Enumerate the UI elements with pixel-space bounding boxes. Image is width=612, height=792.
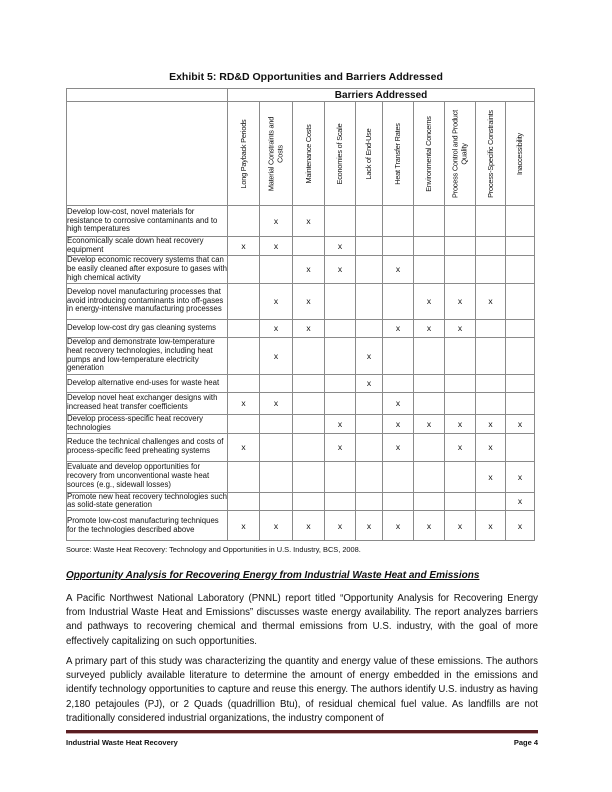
empty-cell — [476, 237, 506, 256]
barrier-mark-cell: x — [325, 255, 356, 283]
barrier-mark-cell: x — [383, 255, 414, 283]
barrier-mark-cell: x — [476, 511, 506, 541]
barrier-mark-cell: x — [228, 237, 260, 256]
table-row — [67, 392, 535, 414]
column-header — [476, 102, 506, 206]
column-header — [383, 102, 414, 206]
opportunity-label: Develop alternative end-uses for waste heat — [67, 374, 228, 392]
table-row — [67, 414, 535, 433]
empty-cell — [228, 206, 260, 237]
barrier-mark-cell: x — [445, 283, 476, 319]
empty-cell — [228, 319, 260, 337]
barrier-mark-cell: x — [293, 319, 325, 337]
empty-cell — [325, 337, 356, 374]
table-row — [67, 374, 535, 392]
barriers-matrix-table — [66, 88, 535, 541]
empty-cell — [383, 492, 414, 511]
empty-cell — [293, 337, 325, 374]
barrier-mark-cell: x — [260, 337, 293, 374]
table-row — [67, 511, 535, 541]
barrier-mark-cell: x — [383, 511, 414, 541]
empty-cell — [325, 461, 356, 492]
empty-cell — [506, 283, 535, 319]
barrier-mark-cell: x — [445, 414, 476, 433]
empty-cell — [476, 374, 506, 392]
column-header-label: Process Control and Product Quality — [450, 109, 468, 198]
empty-cell — [356, 237, 383, 256]
empty-cell — [228, 374, 260, 392]
barrier-mark-cell: x — [356, 337, 383, 374]
opportunity-label: Develop novel heat exchanger designs with increased heat transfer coefficients — [67, 392, 228, 414]
barriers-group-header: Barriers Addressed — [228, 89, 535, 102]
empty-cell — [445, 374, 476, 392]
empty-cell — [293, 433, 325, 461]
column-header — [325, 102, 356, 206]
header-blank-cell — [67, 89, 228, 102]
empty-cell — [445, 492, 476, 511]
empty-cell — [506, 433, 535, 461]
empty-cell — [414, 337, 445, 374]
opportunity-label: Reduce the technical challenges and costs of process-specific feed preheating systems — [67, 433, 228, 461]
table-row — [67, 433, 535, 461]
opportunity-label: Develop process-specific heat recovery technologies — [67, 414, 228, 433]
empty-cell — [506, 337, 535, 374]
empty-cell — [383, 461, 414, 492]
opportunity-label: Develop novel manufacturing processes that avoid introducing contaminants into off-gases in energy-intensive manufacturing processes — [67, 283, 228, 319]
empty-cell — [445, 237, 476, 256]
opportunity-label: Develop and demonstrate low-temperature heat recovery technologies, including heat pumps and low-temperature electricity generation — [67, 337, 228, 374]
barrier-mark-cell: x — [293, 511, 325, 541]
empty-cell — [476, 206, 506, 237]
empty-cell — [228, 461, 260, 492]
column-header — [445, 102, 476, 206]
column-header-label: Economies of Scale — [334, 123, 344, 184]
column-header — [356, 102, 383, 206]
column-header-label: Heat Transfer Rates — [392, 122, 402, 185]
empty-cell — [414, 461, 445, 492]
empty-cell — [383, 337, 414, 374]
empty-cell — [228, 283, 260, 319]
empty-cell — [293, 492, 325, 511]
empty-cell — [445, 206, 476, 237]
opportunity-label: Evaluate and develop opportunities for recovery from unconventional waste heat sources (e.g., sidewall losses) — [67, 461, 228, 492]
empty-cell — [325, 319, 356, 337]
empty-cell — [293, 414, 325, 433]
barrier-mark-cell: x — [293, 283, 325, 319]
opportunity-label: Develop low-cost dry gas cleaning systems — [67, 319, 228, 337]
column-header-row — [67, 102, 535, 206]
barrier-mark-cell: x — [293, 255, 325, 283]
empty-cell — [325, 206, 356, 237]
empty-cell — [506, 237, 535, 256]
matrix-body — [67, 206, 535, 541]
empty-cell — [293, 237, 325, 256]
empty-cell — [506, 319, 535, 337]
empty-cell — [414, 392, 445, 414]
empty-cell — [506, 374, 535, 392]
empty-cell — [260, 374, 293, 392]
column-header — [260, 102, 293, 206]
opportunity-label: Economically scale down heat recovery equipment — [67, 237, 228, 256]
empty-cell — [445, 392, 476, 414]
empty-cell — [325, 392, 356, 414]
empty-cell — [383, 374, 414, 392]
empty-cell — [476, 319, 506, 337]
barrier-mark-cell: x — [383, 433, 414, 461]
empty-cell — [228, 492, 260, 511]
footer-title: Industrial Waste Heat Recovery — [66, 738, 178, 747]
barrier-mark-cell: x — [476, 461, 506, 492]
barrier-mark-cell: x — [445, 433, 476, 461]
empty-cell — [476, 492, 506, 511]
exhibit-title: Exhibit 5: RD&D Opportunities and Barriers Addressed — [169, 71, 443, 83]
opportunity-label: Promote new heat recovery technologies such as solid-state generation — [67, 491, 227, 510]
barrier-mark-cell: x — [414, 283, 445, 319]
barrier-mark-cell: x — [260, 206, 293, 237]
empty-cell — [414, 206, 445, 237]
empty-cell — [260, 433, 293, 461]
empty-cell — [383, 206, 414, 237]
column-header — [293, 102, 325, 206]
empty-cell — [414, 433, 445, 461]
opportunity-label: Develop economic recovery systems that can be easily cleaned after exposure to gases with high chemical activity — [67, 254, 227, 282]
empty-cell — [383, 237, 414, 256]
page-number: Page 4 — [513, 738, 538, 747]
opportunity-label: Develop low-cost, novel materials for resistance to corrosive contaminants and to high temperatures — [67, 206, 228, 237]
barrier-mark-cell: x — [260, 319, 293, 337]
barrier-mark-cell: x — [476, 414, 506, 433]
barrier-mark-cell: x — [445, 511, 476, 541]
empty-cell — [356, 414, 383, 433]
column-header-label: Process-Specific Constraints — [485, 109, 495, 198]
column-header-label: Maintenance Costs — [303, 123, 313, 184]
column-header — [228, 102, 260, 206]
empty-cell — [506, 206, 535, 237]
barrier-mark-cell: x — [506, 511, 535, 541]
empty-cell — [356, 392, 383, 414]
empty-cell — [293, 392, 325, 414]
empty-cell — [445, 337, 476, 374]
column-header — [414, 102, 445, 206]
empty-cell — [325, 492, 356, 511]
empty-cell — [356, 255, 383, 283]
empty-cell — [356, 492, 383, 511]
barrier-mark-cell: x — [228, 392, 260, 414]
empty-cell — [445, 255, 476, 283]
table-row — [67, 255, 535, 283]
column-header — [506, 102, 535, 206]
paragraph: A Pacific Northwest National Laboratory (PNNL) report titled “Opportunity Analysis for Recovering Energy from Industrial Waste Heat and Emissions” discusses waste energy availability. The report analyzes barriers and pathways to recovering chemical and thermal emissions from U.S. industry, with the goal of more effectively capitalizing on such opportunities. — [66, 593, 538, 647]
empty-cell — [228, 337, 260, 374]
table-row — [67, 492, 535, 511]
barrier-mark-cell: x — [228, 433, 260, 461]
empty-cell — [260, 255, 293, 283]
barrier-mark-cell: x — [260, 392, 293, 414]
empty-cell — [293, 374, 325, 392]
table-source-note: Source: Waste Heat Recovery: Technology and Opportunities in U.S. Industry, BCS, 2008. — [66, 545, 361, 554]
empty-cell — [356, 433, 383, 461]
paragraph: A primary part of this study was characterizing the quantity and energy value of these emissions. The authors surveyed publicly available literature to determine the amount of energy embedded in the emissions and identify technology opportunities to capture and reuse this energy. The authors identify U.S. industry as having 2,180 petajoules (PJ), or 2 Quads (quadrillion Btu), of residual chemical fuel value. As landfills are not traditionally considered industrial organizations, the industry component of — [66, 656, 538, 724]
empty-cell — [356, 461, 383, 492]
barrier-mark-cell: x — [506, 414, 535, 433]
column-header-label: Material Constraints and Costs — [266, 116, 284, 191]
barrier-mark-cell: x — [414, 511, 445, 541]
barrier-mark-cell: x — [445, 319, 476, 337]
opportunity-label: Promote low-cost manufacturing techniques for the technologies described above — [67, 511, 228, 541]
barrier-mark-cell: x — [325, 433, 356, 461]
empty-cell — [506, 392, 535, 414]
column-header-label: Environmental Concerns — [423, 115, 433, 192]
section-heading: Opportunity Analysis for Recovering Energy from Industrial Waste Heat and Emissions — [66, 570, 480, 581]
barrier-mark-cell: x — [325, 237, 356, 256]
column-header-label: Long Payback Periods — [238, 118, 248, 189]
empty-cell — [325, 374, 356, 392]
empty-cell — [476, 392, 506, 414]
barrier-mark-cell: x — [260, 283, 293, 319]
empty-cell — [260, 492, 293, 511]
barrier-mark-cell: x — [260, 511, 293, 541]
empty-cell — [414, 374, 445, 392]
barrier-mark-cell: x — [506, 461, 535, 492]
barrier-mark-cell: x — [383, 414, 414, 433]
table-row — [67, 337, 535, 374]
empty-cell — [414, 492, 445, 511]
empty-cell — [383, 283, 414, 319]
table-row — [67, 319, 535, 337]
empty-cell — [325, 283, 356, 319]
barrier-mark-cell: x — [325, 414, 356, 433]
barrier-mark-cell: x — [260, 237, 293, 256]
empty-cell — [506, 255, 535, 283]
empty-cell — [228, 414, 260, 433]
barrier-mark-cell: x — [383, 392, 414, 414]
barrier-mark-cell: x — [383, 319, 414, 337]
barrier-mark-cell: x — [476, 433, 506, 461]
table-row — [67, 206, 535, 237]
empty-cell — [356, 319, 383, 337]
empty-cell — [414, 237, 445, 256]
barrier-mark-cell: x — [293, 206, 325, 237]
footer-rule-thin — [66, 733, 538, 734]
table-row — [67, 283, 535, 319]
empty-cell — [260, 414, 293, 433]
empty-cell — [260, 461, 293, 492]
table-row — [67, 237, 535, 256]
header-blank-cell — [67, 102, 228, 206]
barrier-mark-cell: x — [414, 414, 445, 433]
empty-cell — [414, 255, 445, 283]
barrier-mark-cell: x — [228, 511, 260, 541]
table-row — [67, 461, 535, 492]
column-header-label: Inaccessibility — [514, 132, 524, 175]
empty-cell — [228, 255, 260, 283]
barrier-mark-cell: x — [414, 319, 445, 337]
barrier-mark-cell: x — [476, 283, 506, 319]
empty-cell — [293, 461, 325, 492]
barrier-mark-cell: x — [356, 511, 383, 541]
empty-cell — [356, 283, 383, 319]
barrier-mark-cell: x — [325, 511, 356, 541]
empty-cell — [476, 337, 506, 374]
barrier-mark-cell: x — [356, 374, 383, 392]
empty-cell — [356, 206, 383, 237]
empty-cell — [445, 461, 476, 492]
column-header-label: Lack of End-Use — [363, 128, 373, 179]
empty-cell — [476, 255, 506, 283]
barrier-mark-cell: x — [506, 492, 535, 511]
